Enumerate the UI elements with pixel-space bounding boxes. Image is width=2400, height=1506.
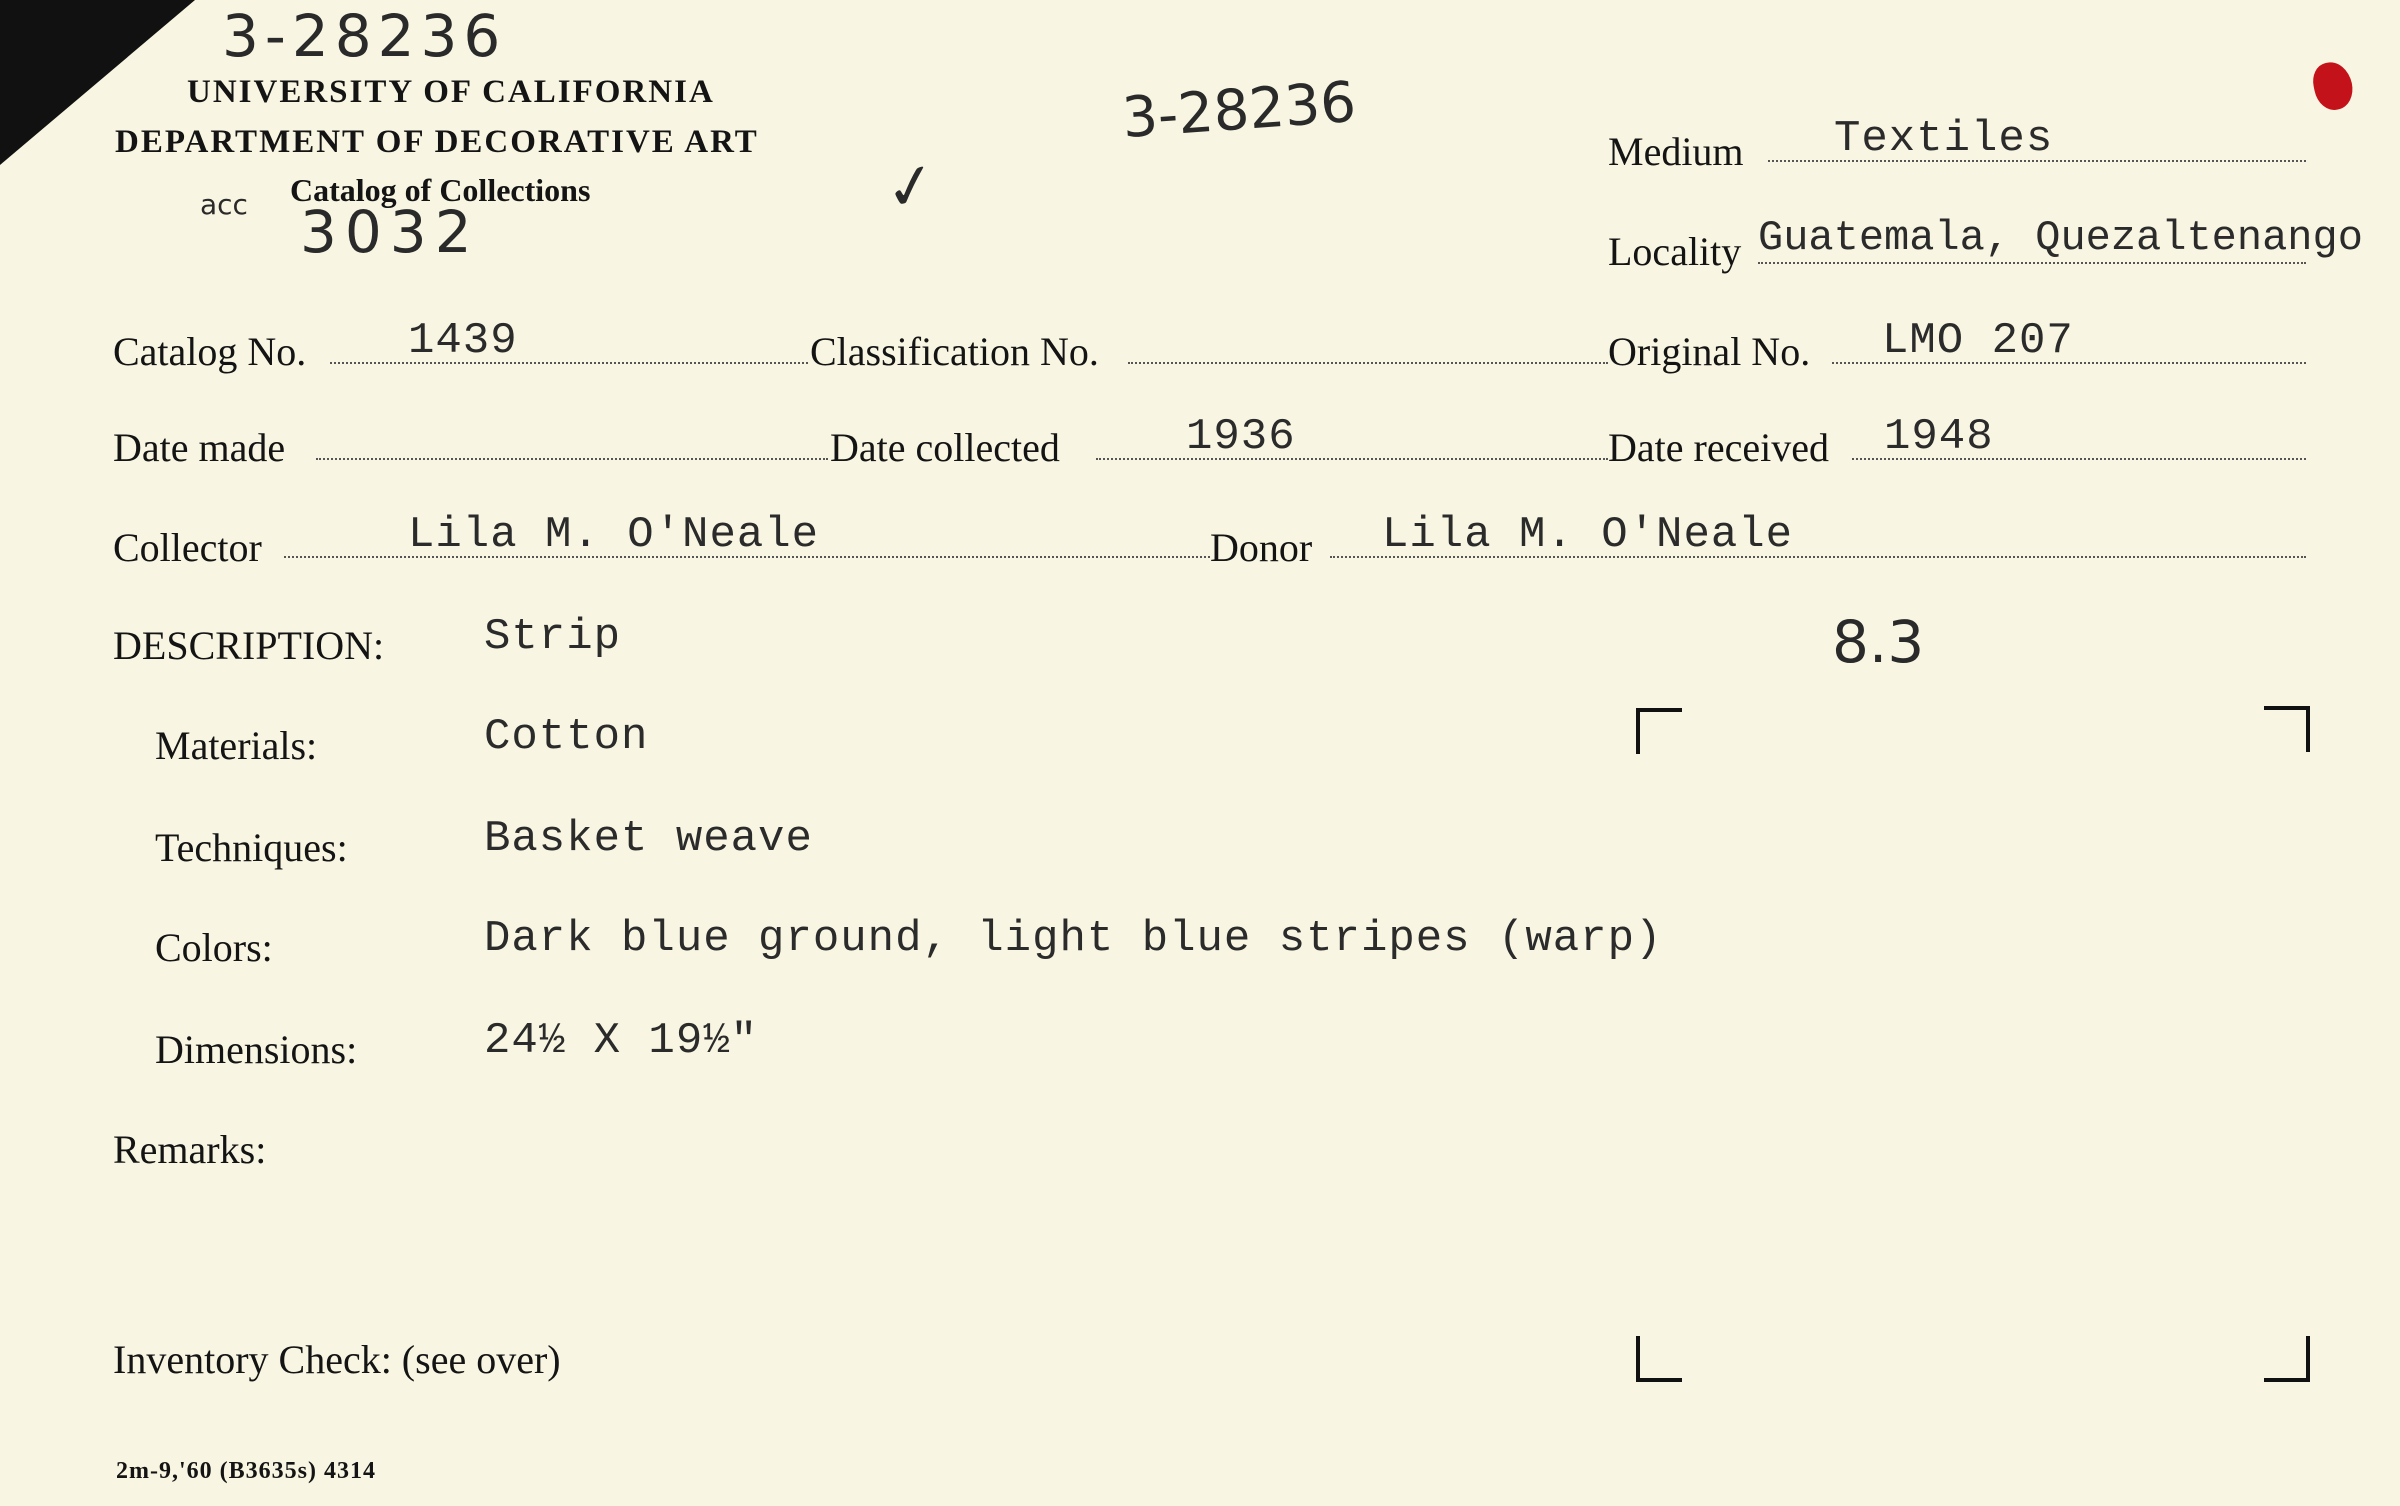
donor-label: Donor [1210,525,1313,570]
collector-value: Lila M. O'Neale [408,510,820,560]
collector-label: Collector [113,525,262,570]
colors-label: Colors: [155,925,273,970]
date-received-value: 1948 [1884,412,1994,462]
remarks-label: Remarks: [113,1127,267,1172]
check-mark: ✓ [879,146,943,227]
classification-no-line [1128,362,1608,364]
original-no-label: Original No. [1608,329,1811,374]
handwritten-acc-number: 3032 [300,198,480,266]
donor-value: Lila M. O'Neale [1382,510,1794,560]
bracket-bottom-left [1636,1336,1682,1382]
description-value: Strip [484,612,622,662]
bracket-top-right [2264,706,2310,752]
dimensions-label: Dimensions: [155,1027,358,1072]
bracket-bottom-right [2264,1336,2310,1382]
handwritten-acc-prefix: acc [200,188,248,221]
date-collected-value: 1936 [1186,412,1296,462]
locality-value: Guatemala, Quezaltenango [1758,214,2363,262]
catalog-no-label: Catalog No. [113,329,307,374]
date-collected-label: Date collected [830,425,1060,470]
techniques-value: Basket weave [484,814,813,864]
classification-no-label: Classification No. [810,329,1099,374]
medium-label: Medium [1608,129,1744,174]
materials-value: Cotton [484,712,649,762]
header-catalog: Catalog of Collections [290,172,591,208]
handwritten-top-number: 3-28236 [222,2,507,70]
inventory-check: Inventory Check: (see over) [113,1337,561,1382]
locality-label: Locality [1608,229,1742,274]
print-code: 2m-9,'60 (B3635s) 4314 [116,1458,376,1484]
medium-value: Textiles [1834,114,2054,164]
dimensions-value: 24½ X 19½" [484,1016,759,1066]
catalog-no-line [330,362,808,364]
description-label: DESCRIPTION: [113,623,385,668]
date-made-line [316,458,828,460]
locality-line [1758,262,2306,264]
date-collected-line [1096,458,1608,460]
header-university: UNIVERSITY OF CALIFORNIA [187,74,715,110]
date-made-label: Date made [113,425,286,470]
original-no-value: LMO 207 [1882,316,2074,366]
materials-label: Materials: [155,723,318,768]
date-received-label: Date received [1608,425,1829,470]
catalog-no-value: 1439 [408,316,518,366]
handwritten-count: 8.3 [1832,608,1925,676]
techniques-label: Techniques: [155,825,348,870]
bracket-top-left [1636,708,1682,754]
red-ink-mark [2309,59,2356,114]
header-department: DEPARTMENT OF DECORATIVE ART [115,124,759,160]
colors-value: Dark blue ground, light blue stripes (warp) [484,914,1663,964]
handwritten-center-number: 3-28236 [1120,69,1358,152]
